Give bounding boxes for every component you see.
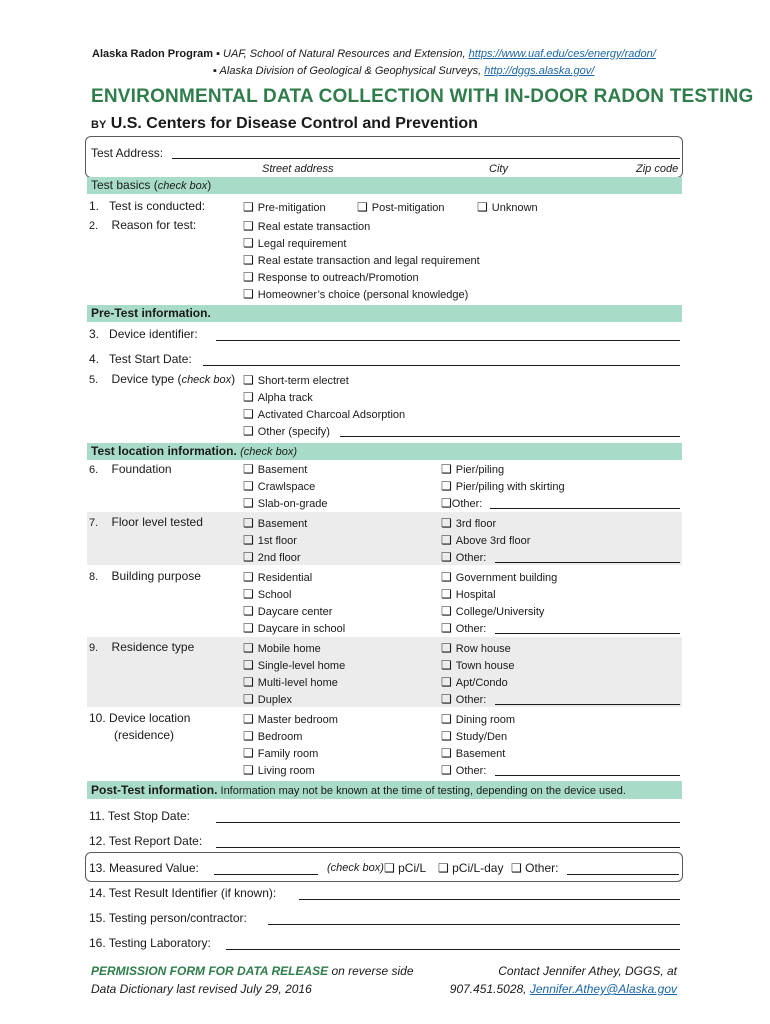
checkbox-floor-basement[interactable] xyxy=(243,516,307,530)
checkbox-icon: ❑ xyxy=(441,533,452,547)
checkbox-icon: ❑ xyxy=(243,462,254,476)
q8-text: Building purpose xyxy=(111,569,201,583)
q4-label xyxy=(89,352,192,366)
checkbox-icon: ❑ xyxy=(243,390,254,404)
q7-text: Floor level tested xyxy=(111,515,203,529)
checkbox-icon: ❑ xyxy=(243,270,254,284)
q15-label: 15. Testing person/contractor: xyxy=(89,911,247,925)
test-address-label: Test Address: xyxy=(91,146,164,160)
footer-contact-details xyxy=(450,982,677,996)
checkbox-icon: ❑ xyxy=(243,729,254,743)
checkbox-icon: ❑ xyxy=(243,516,254,530)
option-label: Study/Den xyxy=(455,731,508,743)
checkbox-pre-mitigation[interactable] xyxy=(243,200,326,214)
checkbox-college[interactable] xyxy=(441,604,544,618)
q10-label xyxy=(89,711,190,725)
q1-num: 1. xyxy=(89,199,100,213)
checkbox-icon: ❑ xyxy=(441,587,452,601)
test-address-text: Test Address xyxy=(91,146,160,160)
checkbox-icon: ❑ xyxy=(243,763,254,777)
address-frame xyxy=(85,136,683,178)
byline xyxy=(91,115,478,133)
footer-permission xyxy=(91,964,414,978)
option-label: Multi-level home xyxy=(257,677,338,689)
checkbox-outreach[interactable] xyxy=(243,270,419,284)
footer-dictionary: Data Dictionary last revised July 29, 2016 xyxy=(91,982,312,996)
checkbox-charcoal[interactable] xyxy=(243,407,405,421)
checkbox-icon: ❑ xyxy=(441,658,452,672)
checkbox-town-house[interactable] xyxy=(441,658,514,672)
option-label: Basement xyxy=(455,748,506,760)
foundation-other-line[interactable] xyxy=(490,508,680,509)
result-identifier-line[interactable] xyxy=(299,899,680,900)
option-label: 3rd floor xyxy=(455,518,497,530)
pre-test-heading: Pre-Test information. xyxy=(91,306,211,320)
checkbox-icon: ❑ xyxy=(441,604,452,618)
unit-label: pCi/L-day xyxy=(452,861,504,875)
option-label: Crawlspace xyxy=(257,481,316,493)
checkbox-icon: ❑ xyxy=(243,479,254,493)
checkbox-apt-condo[interactable] xyxy=(441,675,508,689)
option-label: Dining room xyxy=(455,714,516,726)
option-label: 2nd floor xyxy=(257,552,301,564)
checkbox-living-room[interactable] xyxy=(243,763,315,777)
checkbox-daycare-school[interactable] xyxy=(243,621,345,635)
option-label: Pier/piling with skirting xyxy=(455,481,565,493)
checkbox-hospital[interactable] xyxy=(441,587,496,601)
test-report-date-line[interactable] xyxy=(216,847,680,848)
checkbox-icon: ❑ xyxy=(357,200,368,214)
q6-text: Foundation xyxy=(111,462,172,476)
device-identifier-line[interactable] xyxy=(216,340,680,341)
uaf-link[interactable]: https://www.uaf.edu/ces/energy/radon/ xyxy=(468,48,656,60)
checkbox-icon: ❑ xyxy=(243,550,254,564)
checkbox-icon: ❑ xyxy=(243,407,254,421)
checkbox-residential[interactable] xyxy=(243,570,312,584)
footer-phone: 907.451.5028, xyxy=(449,982,530,996)
location-other-line[interactable] xyxy=(495,775,680,776)
floor-other-line[interactable] xyxy=(495,562,680,563)
checkbox-icon: ❑ xyxy=(243,604,254,618)
checkbox-floor-other[interactable] xyxy=(441,550,486,564)
checkbox-homeowner[interactable] xyxy=(243,287,468,301)
q7-num: 7. xyxy=(89,517,99,529)
option-label: Legal requirement xyxy=(257,238,347,250)
checkbox-icon: ❑ xyxy=(477,200,488,214)
q2-label xyxy=(89,218,196,232)
checkbox-alpha-track[interactable] xyxy=(243,390,313,404)
q10-text: Device location xyxy=(109,711,191,725)
checkbox-icon: ❑ xyxy=(441,692,452,706)
option-label: Real estate transaction xyxy=(257,221,371,233)
checkbox-foundation-other[interactable] xyxy=(441,496,482,510)
unit-label: pCi/L xyxy=(398,861,427,875)
q12-label: 12. Test Report Date: xyxy=(89,834,203,848)
permission-form-link[interactable]: PERMISSION FORM FOR DATA RELEASE xyxy=(91,964,329,978)
checkbox-icon: ❑ xyxy=(438,861,449,875)
footer-contact: Contact Jennifer Athey, DGGS, at xyxy=(498,964,677,978)
checkbox-icon: ❑ xyxy=(441,641,452,655)
byline-org: U.S. Centers for Disease Control and Prevention xyxy=(110,115,478,132)
q8-label xyxy=(89,569,201,583)
header-affiliation-1: ▪ UAF, School of Natural Resources and Extension, xyxy=(213,48,469,60)
option-label: Slab-on-grade xyxy=(257,498,328,510)
checkbox-icon: ❑ xyxy=(243,712,254,726)
q9-text: Residence type xyxy=(111,640,195,654)
option-label: Residential xyxy=(257,572,313,584)
option-label: Other: xyxy=(455,765,487,777)
city-caption: City xyxy=(489,163,508,175)
q4-num: 4. xyxy=(89,352,100,366)
checkbox-icon: ❑ xyxy=(243,533,254,547)
checkbox-icon: ❑ xyxy=(243,219,254,233)
checkbox-above-third[interactable] xyxy=(441,533,530,547)
zip-caption: Zip code xyxy=(636,163,679,175)
option-label: Basement xyxy=(257,518,308,530)
checkbox-single-level[interactable] xyxy=(243,658,345,672)
q9-label xyxy=(89,640,194,654)
option-label: Bedroom xyxy=(257,731,303,743)
q11-label: 11. Test Stop Date: xyxy=(89,809,190,823)
q10-label-2: (residence) xyxy=(114,728,175,742)
checkbox-legal[interactable] xyxy=(243,236,346,250)
option-label: School xyxy=(257,589,292,601)
checkbox-icon: ❑ xyxy=(243,287,254,301)
q6-num: 6. xyxy=(89,464,99,476)
checkbox-icon: ❑ xyxy=(243,675,254,689)
q9-num: 9. xyxy=(89,642,99,654)
q5-num: 5. xyxy=(89,374,99,386)
option-label: Response to outreach/Promotion xyxy=(257,272,419,284)
checkbox-pci-l-day[interactable] xyxy=(438,861,503,875)
checkbox-icon: ❑ xyxy=(441,621,452,635)
q4-text: Test Start Date: xyxy=(109,352,192,366)
q6-label xyxy=(89,462,172,476)
option-label: Basement xyxy=(257,464,308,476)
other-device-line[interactable] xyxy=(340,436,680,437)
option-label: Other: xyxy=(451,498,483,510)
unit-other-line[interactable] xyxy=(567,874,679,875)
test-start-date-line[interactable] xyxy=(203,365,680,366)
residence-other-line[interactable] xyxy=(495,704,680,705)
measured-value-line[interactable] xyxy=(214,874,318,875)
post-test-title: Post-Test information. xyxy=(91,783,218,797)
test-stop-date-line[interactable] xyxy=(216,822,680,823)
option-label: College/University xyxy=(455,606,545,618)
test-address-input-line[interactable] xyxy=(172,158,680,159)
checkbox-study[interactable] xyxy=(441,729,507,743)
checkbox-icon: ❑ xyxy=(243,692,254,706)
q3-label xyxy=(89,327,198,341)
checkbox-icon: ❑ xyxy=(243,496,254,510)
header-line-1 xyxy=(92,48,656,60)
checkbox-icon: ❑ xyxy=(441,462,452,476)
checkbox-icon: ❑ xyxy=(243,424,254,438)
q2-num: 2. xyxy=(89,220,99,232)
option-label: Other: xyxy=(455,623,487,635)
option-label: Unknown xyxy=(491,202,538,214)
option-label: Daycare in school xyxy=(257,623,346,635)
checkbox-second-floor[interactable] xyxy=(243,550,301,564)
checkbox-purpose-other[interactable] xyxy=(441,621,486,635)
checkbox-icon: ❑ xyxy=(243,746,254,760)
checkbox-other-device[interactable] xyxy=(243,424,330,438)
street-caption: Street address xyxy=(262,163,334,175)
option-label: Alpha track xyxy=(257,392,313,404)
checkbox-bedroom[interactable] xyxy=(243,729,302,743)
option-label: Town house xyxy=(455,660,515,672)
checkbox-slab[interactable] xyxy=(243,496,327,510)
header-affiliation-2: ▪ Alaska Division of Geological & Geophysical Surveys, xyxy=(213,65,485,77)
option-label: Government building xyxy=(455,572,558,584)
checkbox-multi-level[interactable] xyxy=(243,675,338,689)
option-label: Hospital xyxy=(455,589,496,601)
checkbox-icon: ❑ xyxy=(243,200,254,214)
testing-person-line[interactable] xyxy=(268,924,680,925)
checkbox-master-bedroom[interactable] xyxy=(243,712,338,726)
checkbox-icon: ❑ xyxy=(511,861,522,875)
unit-label: Other: xyxy=(525,861,559,875)
checkbox-pci-l[interactable] xyxy=(384,861,426,875)
option-label: Above 3rd floor xyxy=(455,535,531,547)
option-label: Other: xyxy=(455,552,487,564)
checkbox-location-basement[interactable] xyxy=(441,746,505,760)
checkbox-icon: ❑ xyxy=(243,570,254,584)
post-test-heading xyxy=(91,783,626,797)
checkbox-icon: ❑ xyxy=(243,658,254,672)
checkbox-icon: ❑ xyxy=(441,496,452,510)
checkbox-icon: ❑ xyxy=(441,763,452,777)
checkbox-real-estate-legal[interactable] xyxy=(243,253,480,267)
test-basics-title: Test basics xyxy=(91,178,151,192)
checkbox-icon: ❑ xyxy=(243,253,254,267)
footer-perm-rest: on reverse side xyxy=(328,964,414,978)
checkbox-first-floor[interactable] xyxy=(243,533,297,547)
checkbox-foundation-basement[interactable] xyxy=(243,462,307,476)
option-label: Short-term electret xyxy=(257,375,349,387)
option-label: Duplex xyxy=(257,694,293,706)
option-label: Daycare center xyxy=(257,606,333,618)
q16-label: 16. Testing Laboratory: xyxy=(89,936,211,950)
option-label: Other: xyxy=(455,694,487,706)
option-label: Mobile home xyxy=(257,643,321,655)
q5-check-note: check box xyxy=(181,374,232,386)
option-label: Real estate transaction and legal requirement xyxy=(257,255,480,267)
checkbox-dining-room[interactable] xyxy=(441,712,515,726)
checkbox-icon: ❑ xyxy=(384,861,395,875)
option-label: Pre-mitigation xyxy=(257,202,326,214)
location-check-note: (check box) xyxy=(240,446,297,458)
checkbox-icon: ❑ xyxy=(441,570,452,584)
checkbox-post-mitigation[interactable] xyxy=(357,200,445,214)
checkbox-icon: ❑ xyxy=(243,587,254,601)
option-label: Master bedroom xyxy=(257,714,338,726)
checkbox-unit-other[interactable] xyxy=(511,861,558,875)
q14-label: 14. Test Result Identifier (if known): xyxy=(89,886,277,900)
q5-text: Device type ( xyxy=(111,372,182,386)
checkbox-real-estate[interactable] xyxy=(243,219,370,233)
option-label: Living room xyxy=(257,765,315,777)
checkbox-icon: ❑ xyxy=(441,516,452,530)
option-label: Family room xyxy=(257,748,319,760)
checkbox-icon: ❑ xyxy=(441,746,452,760)
checkbox-icon: ❑ xyxy=(441,729,452,743)
checkbox-icon: ❑ xyxy=(441,479,452,493)
q3-text: Device identifier: xyxy=(109,327,198,341)
option-label: Activated Charcoal Adsorption xyxy=(257,409,406,421)
checkbox-icon: ❑ xyxy=(243,641,254,655)
q13-check-note: (check box) xyxy=(327,862,384,874)
option-label: 1st floor xyxy=(257,535,297,547)
checkbox-government[interactable] xyxy=(441,570,557,584)
checkbox-third-floor[interactable] xyxy=(441,516,496,530)
checkbox-icon: ❑ xyxy=(243,621,254,635)
option-label: Single-level home xyxy=(257,660,346,672)
test-basics-check-note: check box xyxy=(157,180,208,192)
checkbox-pier[interactable] xyxy=(441,462,504,476)
checkbox-daycare[interactable] xyxy=(243,604,332,618)
test-basics-heading: Test basics (check box) xyxy=(91,178,212,192)
q13-label: 13. Measured Value: xyxy=(89,861,199,875)
option-label: Apt/Condo xyxy=(455,677,508,689)
post-test-note: Information may not be known at the time of testing, depending on the device used. xyxy=(217,785,626,797)
checkbox-pier-skirting[interactable] xyxy=(441,479,565,493)
checkbox-icon: ❑ xyxy=(243,373,254,387)
q7-label xyxy=(89,515,203,529)
header-line-2 xyxy=(213,65,594,77)
checkbox-row-house[interactable] xyxy=(441,641,511,655)
checkbox-residence-other[interactable] xyxy=(441,692,486,706)
location-heading xyxy=(91,444,297,458)
q2-text: Reason for test: xyxy=(111,218,197,232)
testing-laboratory-line[interactable] xyxy=(226,949,680,950)
checkbox-unknown[interactable] xyxy=(477,200,538,214)
option-label: Row house xyxy=(455,643,511,655)
q5-close: ) xyxy=(231,372,236,386)
option-label: Other (specify) xyxy=(257,426,330,438)
checkbox-icon: ❑ xyxy=(441,712,452,726)
q10-num: 10. xyxy=(89,711,106,725)
option-label: Pier/piling xyxy=(455,464,505,476)
checkbox-duplex[interactable] xyxy=(243,692,292,706)
q3-num: 3. xyxy=(89,327,100,341)
checkbox-location-other[interactable] xyxy=(441,763,486,777)
checkbox-icon: ❑ xyxy=(243,236,254,250)
page-title: ENVIRONMENTAL DATA COLLECTION WITH IN-DOOR RADON TESTING xyxy=(91,86,754,107)
purpose-other-line[interactable] xyxy=(495,633,680,634)
checkbox-icon: ❑ xyxy=(441,550,452,564)
option-label: Homeowner’s choice (personal knowledge) xyxy=(257,289,469,301)
checkbox-short-term-electret[interactable] xyxy=(243,373,349,387)
location-title: Test location information. xyxy=(91,444,237,458)
q8-num: 8. xyxy=(89,571,99,583)
option-label: Post-mitigation xyxy=(371,202,445,214)
q1-text: Test is conducted: xyxy=(109,199,206,213)
program-name: Alaska Radon Program xyxy=(92,48,214,60)
byline-by: BY xyxy=(91,119,107,131)
checkbox-crawlspace[interactable] xyxy=(243,479,315,493)
dggs-link[interactable]: http://dggs.alaska.gov/ xyxy=(484,65,595,77)
email-link[interactable]: Jennifer.Athey@Alaska.gov xyxy=(529,982,677,996)
checkbox-icon: ❑ xyxy=(441,675,452,689)
q1-label xyxy=(89,199,205,213)
checkbox-family-room[interactable] xyxy=(243,746,318,760)
q5-label xyxy=(89,372,235,386)
checkbox-school[interactable] xyxy=(243,587,291,601)
checkbox-mobile-home[interactable] xyxy=(243,641,321,655)
